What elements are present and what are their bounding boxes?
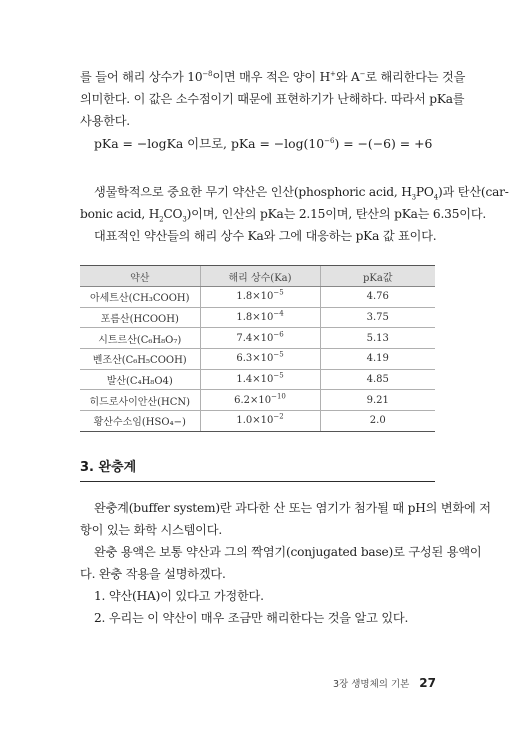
column-header-pka: pKa값 <box>320 266 435 287</box>
acid-name-cell: 히드로사이안산(HCN) <box>80 390 200 411</box>
pka-cell: 4.85 <box>320 369 435 390</box>
weak-acid-table <box>80 265 435 432</box>
list-item: 2. 우리는 이 약산이 매우 조금만 해리한다는 것을 알고 있다. <box>94 611 409 625</box>
column-header-ka: 해리 상수(Ka) <box>200 266 320 287</box>
table-row <box>80 390 435 411</box>
section-title: 3. 완충계 <box>80 460 137 475</box>
ka-cell: $1.0\times 10^{-2}$ <box>200 411 320 432</box>
text-line: 완충계(buffer system)란 과다한 산 또는 염기가 첨가될 때 pH의 변화에 저 <box>94 501 491 515</box>
page-footer <box>0 672 436 691</box>
pka-formula: pKa = −logKa 이므로, pKa = $-\log(10^{-6}) = -(-6) = +6$ <box>94 136 433 151</box>
pka-cell: 9.21 <box>320 390 435 411</box>
ka-cell: $6.3\times 10^{-5}$ <box>200 349 320 370</box>
paragraph-buffer-system <box>80 497 491 629</box>
paragraph-inorganic-acids <box>80 181 509 247</box>
table-row <box>80 328 435 349</box>
page-number: 27 <box>419 676 436 690</box>
list-item: 1. 약산(HA)이 있다고 가정한다. <box>94 589 264 603</box>
column-header-acid: 약산 <box>80 266 200 287</box>
pka-cell: 3.75 <box>320 307 435 328</box>
text-line: 완충 용액은 보통 약산과 그의 짝염기(conjugated base)로 구성된 용액이 <box>94 545 482 559</box>
text-line: 다. 완충 작용을 설명하겠다. <box>80 567 226 581</box>
text-line: 사용한다. <box>80 114 130 128</box>
acid-name-cell: 시트르산(C₆H₈O₇) <box>80 328 200 349</box>
pka-cell: 4.76 <box>320 287 435 308</box>
section-heading <box>80 456 435 482</box>
table-row <box>80 369 435 390</box>
pka-cell: 2.0 <box>320 411 435 432</box>
ka-cell: $1.4\times 10^{-5}$ <box>200 369 320 390</box>
text-line: bonic acid, $H_2CO_3$)이며, 인산의 pKa는 2.15이며, 탄산의 pKa는 6.35이다. <box>80 207 487 224</box>
text-line: 항이 있는 화학 시스템이다. <box>80 523 223 537</box>
table-row <box>80 287 435 308</box>
ka-cell: $7.4\times 10^{-6}$ <box>200 328 320 349</box>
table-row <box>80 411 435 432</box>
text-line: 생물학적으로 중요한 무기 약산은 인산(phosphoric acid, $H_3PO_4$)과 탄산(car- <box>94 185 509 202</box>
pka-cell: 5.13 <box>320 328 435 349</box>
ka-cell: $1.8\times 10^{-5}$ <box>200 287 320 308</box>
acid-name-cell: 포름산(HCOOH) <box>80 307 200 328</box>
table-row <box>80 307 435 328</box>
acid-name-cell: 황산수소임(HSO₄−) <box>80 411 200 432</box>
acid-name-cell: 벤조산(C₆H₅COOH) <box>80 349 200 370</box>
text-line: 를 들어 해리 상수가 $10^{-8}$이면 매우 적은 양이 H+와 A−로 해리한다는 것을 <box>80 69 466 84</box>
table-row <box>80 349 435 370</box>
paragraph-dissociation <box>80 66 466 132</box>
table-header-row <box>80 266 435 287</box>
acid-name-cell: 발산(C₄H₈O4) <box>80 369 200 390</box>
pka-cell: 4.19 <box>320 349 435 370</box>
ka-cell: $6.2\times 10^{-10}$ <box>200 390 320 411</box>
text-line: 대표적인 약산들의 해리 상수 Ka와 그에 대응하는 pKa 값 표이다. <box>94 229 437 243</box>
chapter-label: 3장 생명체의 기본 <box>332 679 410 690</box>
text-line: 의미한다. 이 값은 소수점이기 때문에 표현하기가 난해하다. 따라서 pKa를 <box>80 92 465 106</box>
ka-cell: $1.8\times 10^{-4}$ <box>200 307 320 328</box>
acid-name-cell: 아세트산(CH₃COOH) <box>80 287 200 308</box>
